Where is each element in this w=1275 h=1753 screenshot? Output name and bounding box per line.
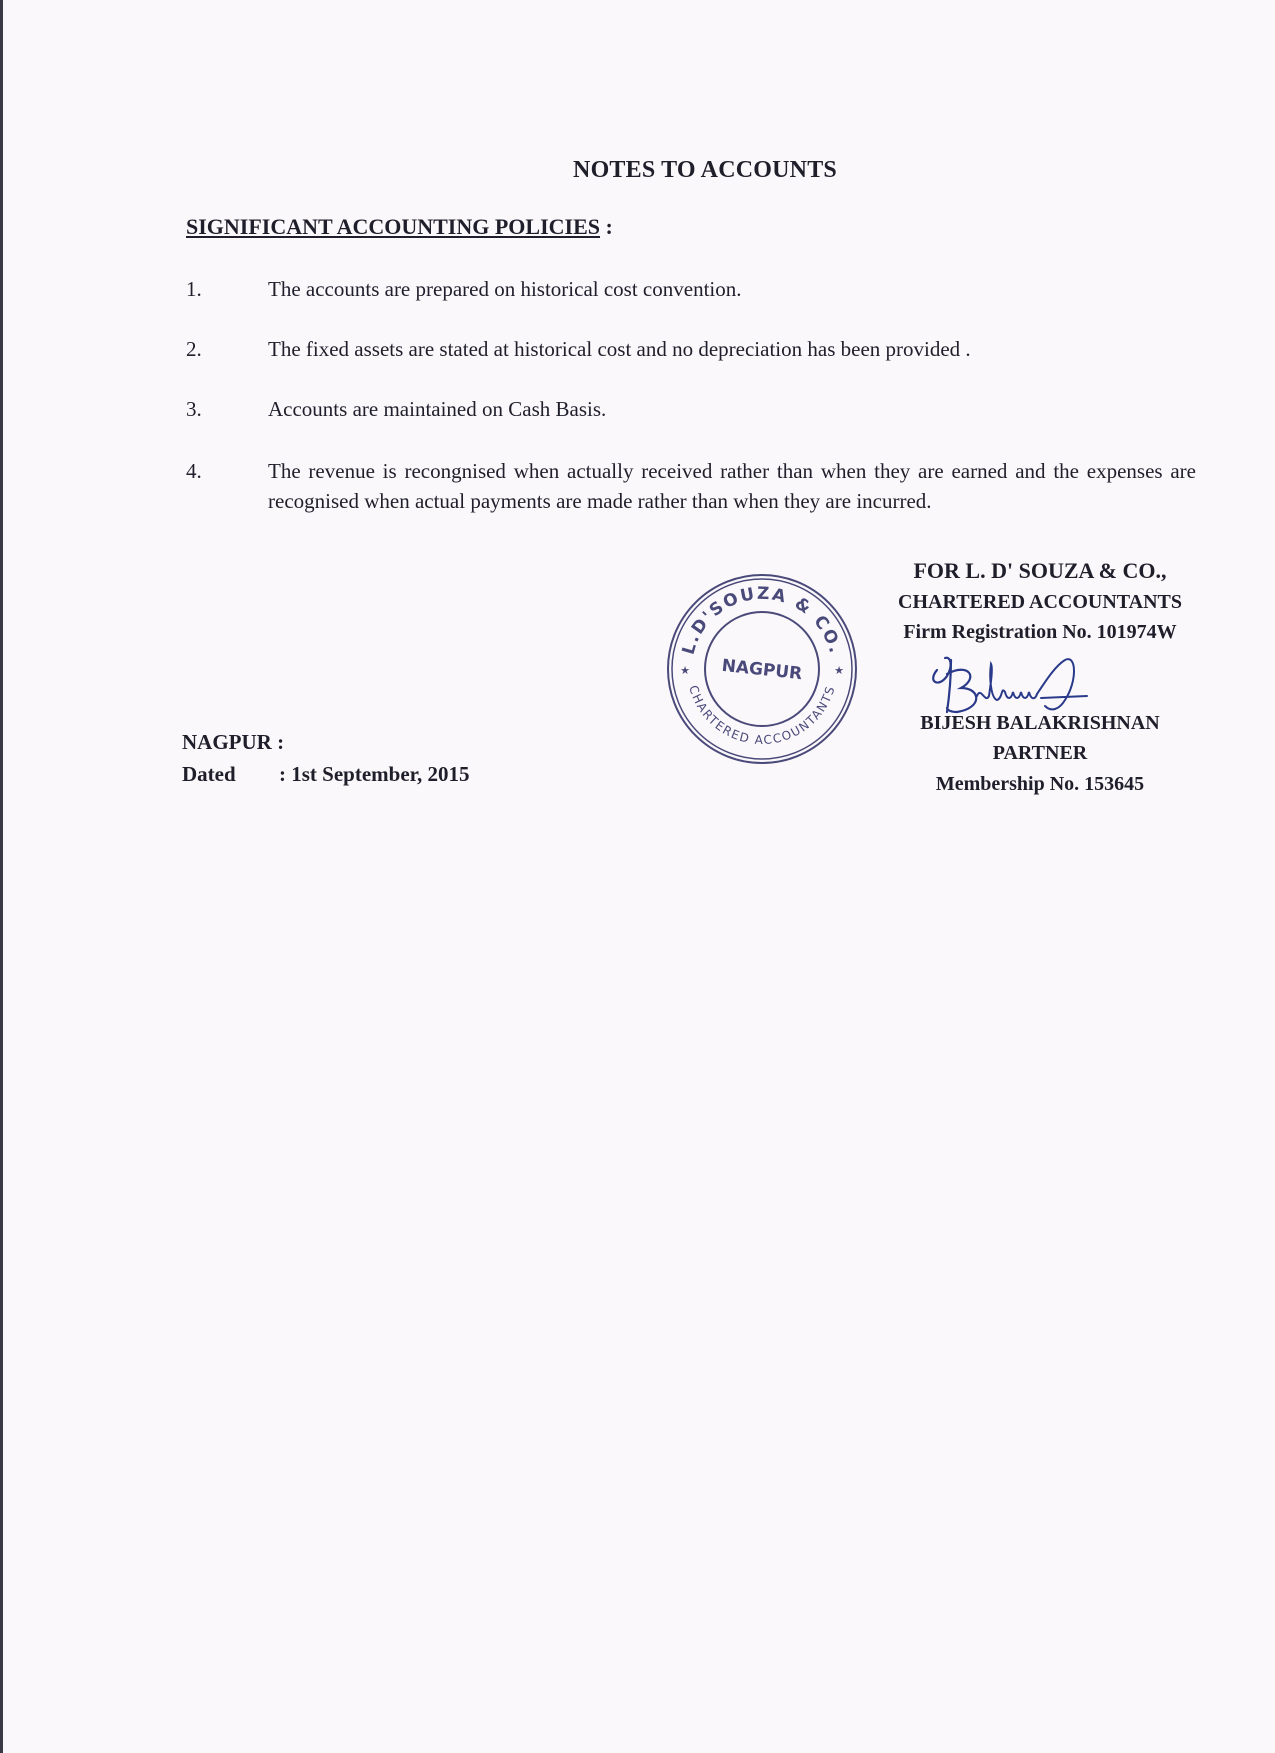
firm-name: FOR L. D' SOUZA & CO., [913,558,1167,583]
svg-text:CHARTERED ACCOUNTANTS [686,684,838,748]
policy-number: 2. [186,337,202,361]
policy-number: 1. [186,277,202,301]
page-title: NOTES TO ACCOUNTS [573,157,837,183]
date-line [182,762,470,787]
section-heading [186,214,613,240]
stamp-star-right: ★ [834,665,844,677]
membership-number: Membership No. 153645 [935,773,1145,795]
firm-stamp [665,572,859,766]
policy-text: The fixed assets are stated at historical cost and no depreciation has been provided . [268,337,971,361]
policy-text: The accounts are prepared on historical cost convention. [268,277,742,301]
policy-text: The revenue is recongnised when actually received rather than when they are earned and the expenses are recognised when actual payments are made rather than when they are incurred. [268,459,1196,513]
partner-role: PARTNER [992,742,1088,764]
stamp-bottom-text: CHARTERED ACCOUNTANTS [686,683,838,748]
stamp-star-left: ★ [680,665,690,677]
firm-designation: CHARTERED ACCOUNTANTS [898,591,1182,613]
dated-value: : 1st September, 2015 [279,762,470,786]
place-label: NAGPUR : [182,730,285,754]
section-heading-suffix: : [600,214,613,239]
policy-number: 4. [186,459,202,483]
section-heading-text: SIGNIFICANT ACCOUNTING POLICIES [186,214,601,239]
scan-edge [0,0,3,1753]
stamp-center-text: NAGPUR [720,655,804,685]
stamp-top-text: L.D'SOUZA & CO. [678,583,846,657]
handwritten-signature [925,652,1095,720]
firm-registration: Firm Registration No. 101974W [903,621,1177,643]
partner-name: BIJESH BALAKRISHNAN [920,712,1160,734]
policy-number: 3. [186,397,202,421]
dated-label: Dated [182,762,236,786]
policy-text: Accounts are maintained on Cash Basis. [268,397,607,421]
